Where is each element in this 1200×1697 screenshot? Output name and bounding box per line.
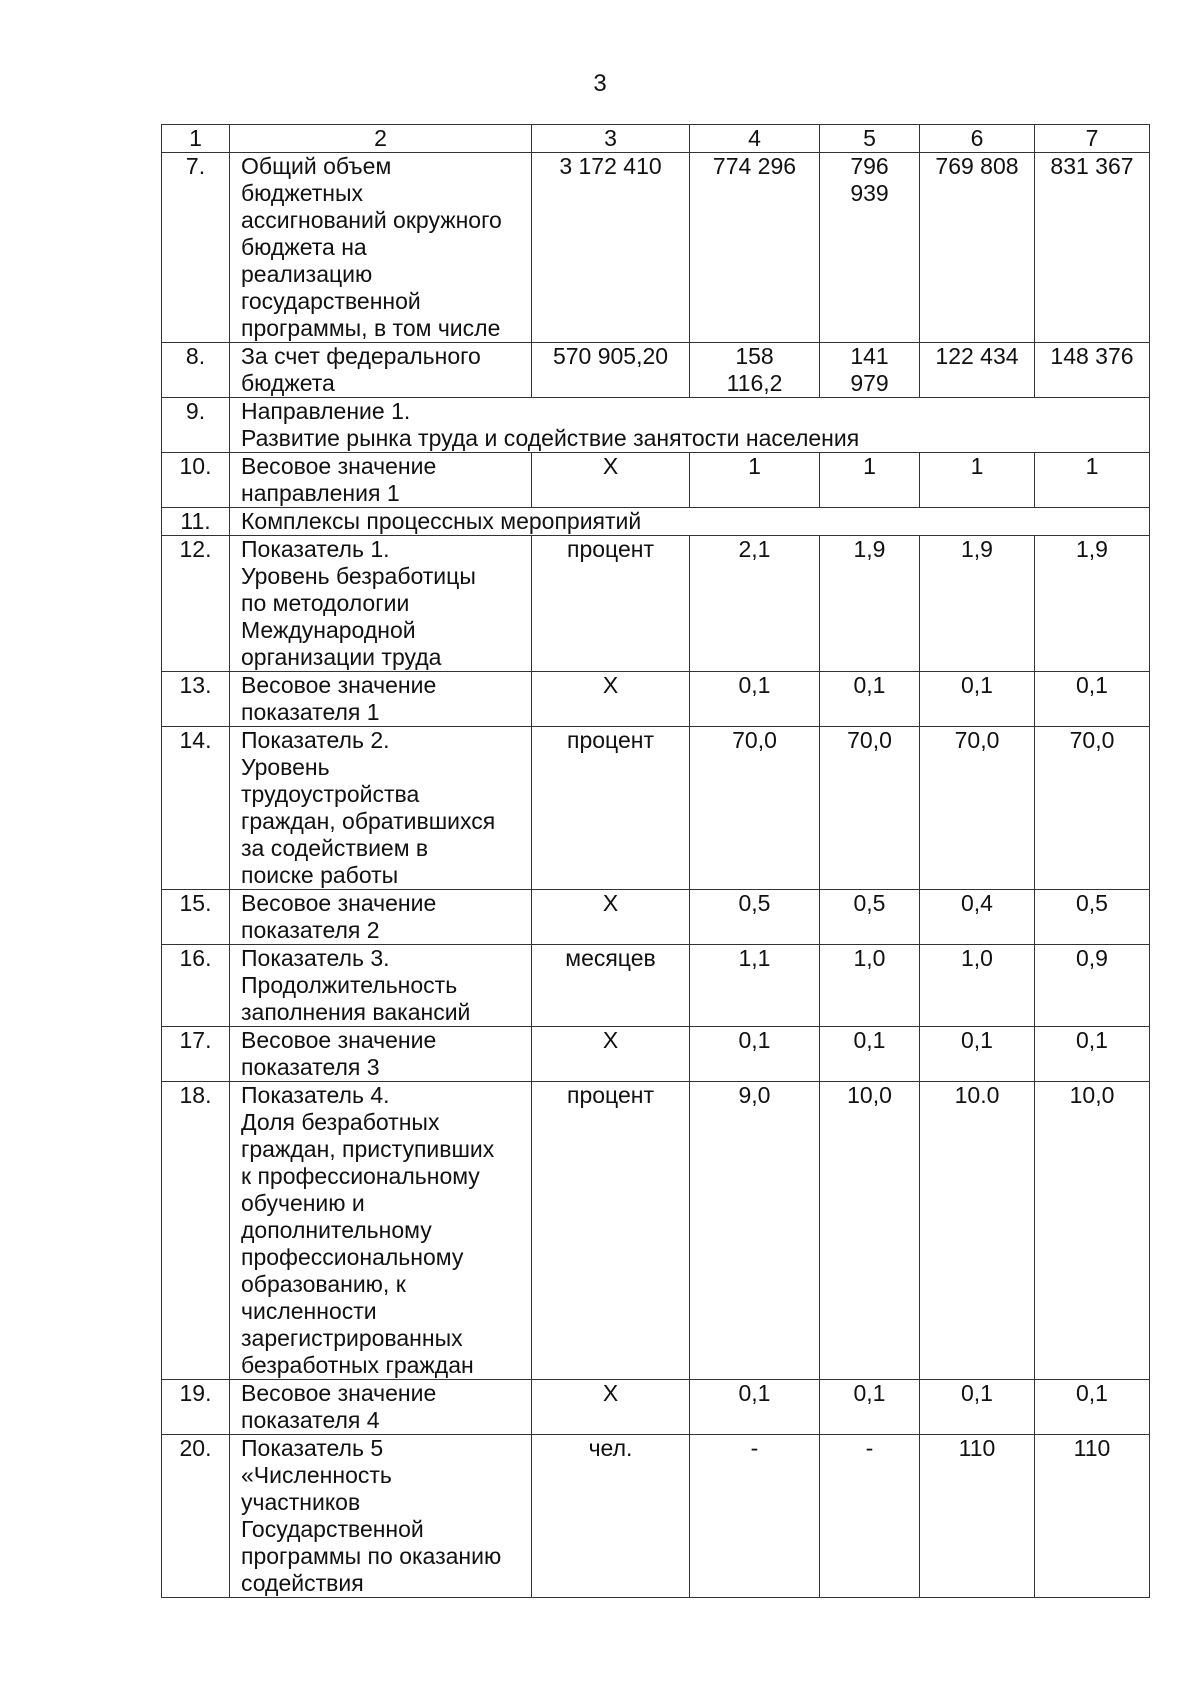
unit-cell: Х — [532, 890, 690, 945]
table-row — [162, 1380, 1150, 1435]
table-row — [162, 1027, 1150, 1082]
indicator-name-cell: Весовое значение показателя 4 — [230, 1380, 532, 1435]
row-number-cell: 11. — [162, 508, 230, 536]
value-cell: 0,1 — [920, 1027, 1035, 1082]
header-cell: 4 — [690, 125, 820, 153]
value-cell: 1,9 — [920, 536, 1035, 672]
section-heading-cell: Направление 1. Развитие рынка труда и содействие занятости населения — [230, 398, 1150, 453]
indicator-name-cell: Весовое значение показателя 3 — [230, 1027, 532, 1082]
table-row — [162, 1082, 1150, 1380]
value-cell: 141 979 — [820, 343, 920, 398]
unit-cell: Х — [532, 1380, 690, 1435]
table-row — [162, 536, 1150, 672]
indicator-name-cell: Показатель 1. Уровень безработицы по методологии Международной организации труда — [230, 536, 532, 672]
value-cell: 110 — [920, 1435, 1035, 1598]
value-cell: 0,9 — [1035, 945, 1150, 1027]
unit-cell: месяцев — [532, 945, 690, 1027]
value-cell: 0,1 — [820, 1380, 920, 1435]
row-number-cell: 10. — [162, 453, 230, 508]
value-cell: 796 939 — [820, 153, 920, 343]
value-cell: 9,0 — [690, 1082, 820, 1380]
indicator-name-cell: Показатель 3. Продолжительность заполнения вакансий — [230, 945, 532, 1027]
value-cell: 70,0 — [690, 727, 820, 890]
value-cell: 10,0 — [820, 1082, 920, 1380]
value-cell: 1,9 — [820, 536, 920, 672]
indicator-name-cell: Показатель 2. Уровень трудоустройства граждан, обратившихся за содействием в поиске работы — [230, 727, 532, 890]
value-cell: 1 — [1035, 453, 1150, 508]
unit-cell: Х — [532, 1027, 690, 1082]
value-cell: 10,0 — [1035, 1082, 1150, 1380]
header-cell: 7 — [1035, 125, 1150, 153]
header-cell: 3 — [532, 125, 690, 153]
value-cell: 0,1 — [920, 672, 1035, 727]
row-number-cell: 7. — [162, 153, 230, 343]
value-cell: 158 116,2 — [690, 343, 820, 398]
table-row — [162, 672, 1150, 727]
value-cell: 10.0 — [920, 1082, 1035, 1380]
value-cell: 0,1 — [690, 1027, 820, 1082]
value-cell: 1,0 — [920, 945, 1035, 1027]
value-cell: 1,0 — [820, 945, 920, 1027]
header-cell: 5 — [820, 125, 920, 153]
row-number-cell: 16. — [162, 945, 230, 1027]
unit-cell: процент — [532, 1082, 690, 1380]
unit-cell: процент — [532, 727, 690, 890]
row-number-cell: 18. — [162, 1082, 230, 1380]
table-row — [162, 890, 1150, 945]
table-row — [162, 398, 1150, 453]
value-cell: 0,1 — [1035, 672, 1150, 727]
header-row — [162, 125, 1150, 153]
value-cell: 122 434 — [920, 343, 1035, 398]
value-cell: 70,0 — [1035, 727, 1150, 890]
value-cell: 0,1 — [1035, 1027, 1150, 1082]
row-number-cell: 8. — [162, 343, 230, 398]
value-cell: 0,1 — [820, 1027, 920, 1082]
value-cell: 70,0 — [920, 727, 1035, 890]
row-number-cell: 13. — [162, 672, 230, 727]
value-cell: 769 808 — [920, 153, 1035, 343]
value-cell: 1 — [920, 453, 1035, 508]
value-cell: 0,1 — [1035, 1380, 1150, 1435]
value-cell: 1,1 — [690, 945, 820, 1027]
unit-cell: Х — [532, 453, 690, 508]
value-cell: 110 — [1035, 1435, 1150, 1598]
value-cell: 70,0 — [820, 727, 920, 890]
value-cell: 0,4 — [920, 890, 1035, 945]
value-cell: 0,1 — [690, 672, 820, 727]
indicator-name-cell: За счет федерального бюджета — [230, 343, 532, 398]
value-cell: 774 296 — [690, 153, 820, 343]
indicator-name-cell: Показатель 5 «Численность участников Государственной программы по оказанию содействия — [230, 1435, 532, 1598]
value-cell: 0,5 — [820, 890, 920, 945]
value-cell: 0,1 — [820, 672, 920, 727]
value-cell: 0,1 — [920, 1380, 1035, 1435]
unit-cell: чел. — [532, 1435, 690, 1598]
table-row — [162, 453, 1150, 508]
row-number-cell: 15. — [162, 890, 230, 945]
unit-cell: Х — [532, 672, 690, 727]
value-cell: - — [820, 1435, 920, 1598]
table-row — [162, 153, 1150, 343]
value-cell: 1 — [690, 453, 820, 508]
header-cell: 1 — [162, 125, 230, 153]
value-cell: - — [690, 1435, 820, 1598]
value-cell: 2,1 — [690, 536, 820, 672]
unit-cell: процент — [532, 536, 690, 672]
table-row — [162, 727, 1150, 890]
indicator-name-cell: Весовое значение показателя 2 — [230, 890, 532, 945]
indicator-name-cell: Показатель 4. Доля безработных граждан, приступивших к профессиональному обучению и дополнительному профессиональному образованию, к численности зарегистрированных безработных граждан — [230, 1082, 532, 1380]
row-number-cell: 19. — [162, 1380, 230, 1435]
data-table — [161, 124, 1150, 1598]
table-row — [162, 1435, 1150, 1598]
value-cell: 148 376 — [1035, 343, 1150, 398]
value-cell: 1 — [820, 453, 920, 508]
indicator-name-cell: Весовое значение направления 1 — [230, 453, 532, 508]
header-cell: 6 — [920, 125, 1035, 153]
value-cell: 0,5 — [690, 890, 820, 945]
row-number-cell: 9. — [162, 398, 230, 453]
unit-cell: 3 172 410 — [532, 153, 690, 343]
page-number: 3 — [593, 70, 607, 97]
value-cell: 0,5 — [1035, 890, 1150, 945]
row-number-cell: 20. — [162, 1435, 230, 1598]
value-cell: 0,1 — [690, 1380, 820, 1435]
table-row — [162, 508, 1150, 536]
indicator-name-cell: Общий объем бюджетных ассигнований окружного бюджета на реализацию государственной программы, в том числе — [230, 153, 532, 343]
unit-cell: 570 905,20 — [532, 343, 690, 398]
table-row — [162, 343, 1150, 398]
row-number-cell: 14. — [162, 727, 230, 890]
value-cell: 1,9 — [1035, 536, 1150, 672]
row-number-cell: 17. — [162, 1027, 230, 1082]
indicator-name-cell: Весовое значение показателя 1 — [230, 672, 532, 727]
value-cell: 831 367 — [1035, 153, 1150, 343]
section-heading-cell: Комплексы процессных мероприятий — [230, 508, 1150, 536]
header-cell: 2 — [230, 125, 532, 153]
row-number-cell: 12. — [162, 536, 230, 672]
table-row — [162, 945, 1150, 1027]
